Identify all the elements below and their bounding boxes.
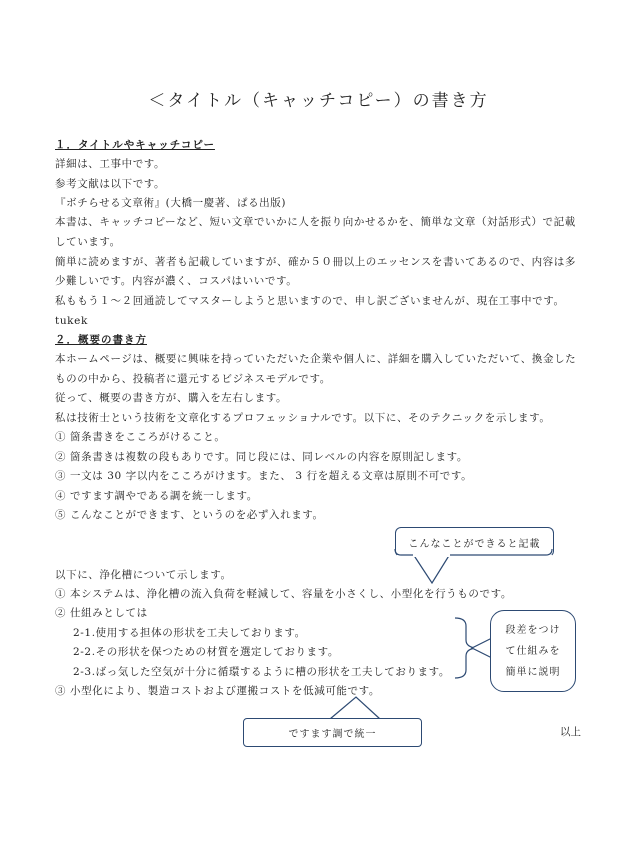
callout-right-text: 簡単に説明 <box>505 666 561 678</box>
page-title: ＜タイトル（キャッチコピー）の書き方 <box>148 91 489 111</box>
section2-heading: ２．概要の書き方 <box>55 334 147 346</box>
section1-line: 少難しいです。内容が濃く、コスパはいいです。 <box>55 275 298 287</box>
section1-line: 『ボチらせる文章術』(大橋一慶著、ぱる出版) <box>55 197 287 209</box>
section1-line: tukek <box>55 315 88 327</box>
section1-line: 詳細は、工事中です。 <box>55 158 166 170</box>
section2-line: 本ホームページは、概要に興味を持っていただいた企業や個人に、詳細を購入していただいて、換金した <box>55 353 577 365</box>
section1-heading: １．タイトルやキャッチコピー <box>55 139 215 151</box>
section2-line: 従って、概要の書き方が、購入を左右します。 <box>55 392 288 404</box>
section1-line: 簡単に読めますが、著者も記載していますが、確か５０冊以上のエッセンスを書いてあるので、内容は多 <box>55 256 576 268</box>
list-item: ② 箇条書きは複数の段もありです。同じ段には、同レベルの内容を原則記します。 <box>55 451 468 463</box>
section1-line: しています。 <box>55 236 121 248</box>
section1-line: 本書は、キャッチコピーなど、短い文章でいかに人を振り向かせるかを、簡単な文章（対話形式）で記載 <box>55 216 576 228</box>
callout-top <box>395 527 554 557</box>
callout-top-text: こんなことができると記載 <box>408 538 541 550</box>
callout-tail-right <box>472 638 492 658</box>
callout-right-text: 段差をつけ <box>505 624 561 636</box>
callout-right-text: て仕組みを <box>505 645 561 657</box>
section2-line: 私は技術士という技術を文章化するプロフェッショナルです。以下に、そのテクニックを示します。 <box>55 412 551 424</box>
section1-line: 私ももう１～２回通読してマスターしようと思いますので、申し訳ございませんが、現在工事中です。 <box>55 295 565 307</box>
list-item: ① 箇条書きをこころがけること。 <box>55 431 226 443</box>
list-item: ③ 一文は 30 字以内をこころがけます。また、 3 行を超える文章は原則不可です。 <box>55 470 473 482</box>
list-item: ③ 小型化により、製造コストおよび運搬コストを低減可能です。 <box>55 685 380 697</box>
callout-right <box>490 610 576 692</box>
callout-tail-bottom <box>330 697 380 719</box>
example-intro: 以下に、浄化槽について示します。 <box>55 569 232 581</box>
callout-bottom-text: ですます調で統一 <box>288 729 377 740</box>
sub-list-item: 2-1.使用する担体の形状を工夫しております。 <box>73 627 306 639</box>
section2-line: ものの中から、投稿者に還元するビジネスモデルです。 <box>55 373 331 385</box>
sub-list-item: 2-3.ばっ気した空気が十分に循環するように槽の形状を工夫しております。 <box>73 666 451 678</box>
list-item: ② 仕組みとしては <box>55 607 148 619</box>
callout-tail-top <box>413 554 450 583</box>
list-item: ⑤ こんなことができます、というのを必ず入れます。 <box>55 509 324 521</box>
closing-text: 以上 <box>560 726 581 738</box>
list-item: ① 本システムは、浄化槽の流入負荷を軽減して、容量を小さくし、小型化を行うものです。 <box>55 588 512 600</box>
list-item: ④ ですます調やである調を統一します。 <box>55 490 258 502</box>
sub-list-item: 2-2.その形状を保つための材質を選定しております。 <box>73 646 340 658</box>
callout-bottom <box>243 718 422 747</box>
section1-line: 参考文献は以下です。 <box>55 178 166 190</box>
